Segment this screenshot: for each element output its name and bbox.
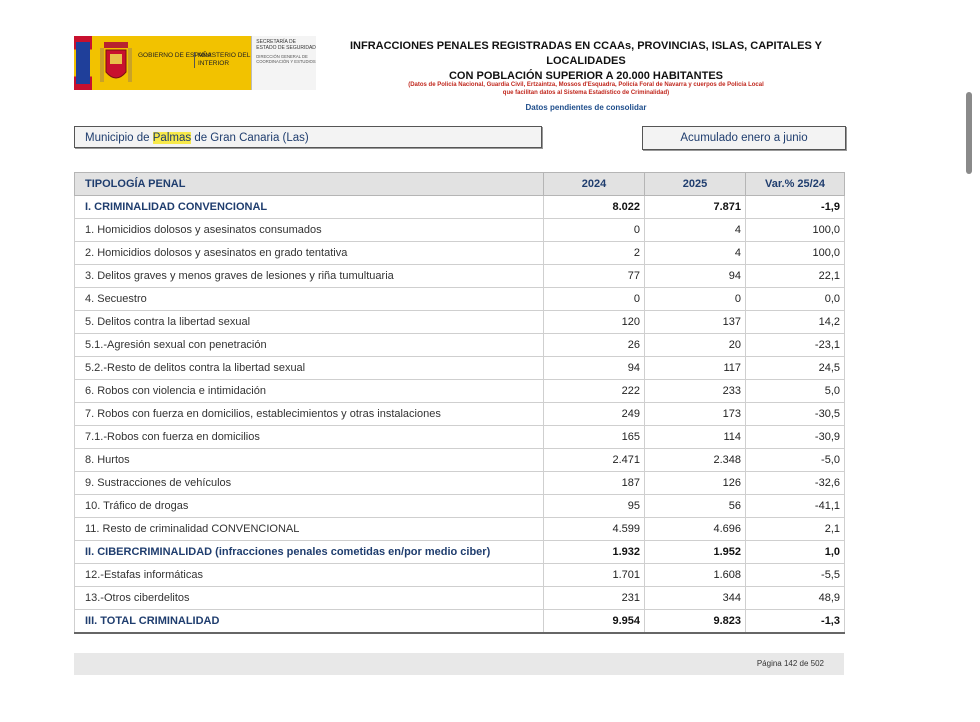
row-variation: 14,2 <box>746 311 845 334</box>
table-row <box>75 380 845 403</box>
row-variation: -1,3 <box>746 610 845 634</box>
row-value-2025: 4.696 <box>645 518 746 541</box>
row-value-2024: 94 <box>544 357 645 380</box>
row-value-2025: 9.823 <box>645 610 746 634</box>
row-label: 9. Sustracciones de vehículos <box>75 472 544 495</box>
row-variation: 100,0 <box>746 242 845 265</box>
table-row <box>75 449 845 472</box>
table-row <box>75 265 845 288</box>
row-value-2024: 222 <box>544 380 645 403</box>
row-label: 2. Homicidios dolosos y asesinatos en grado tentativa <box>75 242 544 265</box>
footer-bar <box>74 653 844 675</box>
ministerio-text: MINISTERIO DEL INTERIOR <box>194 52 251 68</box>
table-row <box>75 610 845 634</box>
row-variation: 0,0 <box>746 288 845 311</box>
source-note <box>326 81 846 97</box>
row-value-2025: 1.608 <box>645 564 746 587</box>
row-variation: 48,9 <box>746 587 845 610</box>
row-label: 8. Hurtos <box>75 449 544 472</box>
row-value-2024: 120 <box>544 311 645 334</box>
table-row <box>75 334 845 357</box>
header-2025: 2025 <box>645 173 746 196</box>
row-value-2024: 231 <box>544 587 645 610</box>
row-value-2025: 126 <box>645 472 746 495</box>
eu-flag-icon <box>76 42 90 84</box>
municipio-prefix: Municipio de <box>85 132 153 144</box>
row-value-2025: 137 <box>645 311 746 334</box>
row-variation: 2,1 <box>746 518 845 541</box>
row-value-2025: 173 <box>645 403 746 426</box>
municipio-suffix: de Gran Canaria (Las) <box>191 132 309 144</box>
table-row <box>75 564 845 587</box>
row-value-2025: 4 <box>645 242 746 265</box>
row-value-2025: 114 <box>645 426 746 449</box>
row-value-2025: 1.952 <box>645 541 746 564</box>
secretaria-text: SECRETARÍA DE ESTADO DE SEGURIDAD <box>256 39 316 51</box>
row-label: 7. Robos con fuerza en domicilios, establecimientos y otras instalaciones <box>75 403 544 426</box>
row-value-2024: 9.954 <box>544 610 645 634</box>
row-value-2024: 95 <box>544 495 645 518</box>
row-value-2024: 0 <box>544 288 645 311</box>
source-note-line-1: (Datos de Policía Nacional, Guardia Civil, Ertzaintza, Mossos d'Esquadra, Policía Foral de Navarra y cuerpos de Policía Local <box>408 82 764 88</box>
coat-of-arms-icon <box>98 40 134 86</box>
header-2024: 2024 <box>544 173 645 196</box>
table-row <box>75 357 845 380</box>
row-value-2024: 8.022 <box>544 196 645 219</box>
row-variation: -23,1 <box>746 334 845 357</box>
row-variation: -41,1 <box>746 495 845 518</box>
row-value-2024: 187 <box>544 472 645 495</box>
scrollbar-thumb[interactable] <box>966 92 972 174</box>
source-note-line-2: que facilitan datos al Sistema Estadístico de Criminalidad) <box>502 90 670 96</box>
row-label: 11. Resto de criminalidad CONVENCIONAL <box>75 518 544 541</box>
row-label: 13.-Otros ciberdelitos <box>75 587 544 610</box>
row-value-2024: 165 <box>544 426 645 449</box>
row-label: I. CRIMINALIDAD CONVENCIONAL <box>75 196 544 219</box>
row-label: 4. Secuestro <box>75 288 544 311</box>
row-value-2024: 4.599 <box>544 518 645 541</box>
table-header-row <box>75 173 845 196</box>
table-row <box>75 472 845 495</box>
report-title <box>326 39 846 84</box>
row-value-2024: 1.701 <box>544 564 645 587</box>
row-variation: 1,0 <box>746 541 845 564</box>
row-variation: 5,0 <box>746 380 845 403</box>
table-row <box>75 587 845 610</box>
row-value-2024: 0 <box>544 219 645 242</box>
pending-note: Datos pendientes de consolidar <box>525 103 647 112</box>
table-row <box>75 311 845 334</box>
row-label: 1. Homicidios dolosos y asesinatos consumados <box>75 219 544 242</box>
row-variation: -30,9 <box>746 426 845 449</box>
row-variation: 24,5 <box>746 357 845 380</box>
government-logo <box>74 36 316 90</box>
row-label: 5.1.-Agresión sexual con penetración <box>75 334 544 357</box>
table-row <box>75 288 845 311</box>
row-value-2025: 2.348 <box>645 449 746 472</box>
row-value-2024: 1.932 <box>544 541 645 564</box>
header-var: Var.% 25/24 <box>746 173 845 196</box>
row-label: II. CIBERCRIMINALIDAD (infracciones penales cometidas en/por medio ciber) <box>75 541 544 564</box>
row-label: 12.-Estafas informáticas <box>75 564 544 587</box>
title-line-2: CON POBLACIÓN SUPERIOR A 20.000 HABITANTES <box>448 70 724 82</box>
row-value-2024: 249 <box>544 403 645 426</box>
row-variation: -30,5 <box>746 403 845 426</box>
row-label: 7.1.-Robos con fuerza en domicilios <box>75 426 544 449</box>
table-row <box>75 219 845 242</box>
row-variation: -32,6 <box>746 472 845 495</box>
row-value-2025: 94 <box>645 265 746 288</box>
row-value-2025: 4 <box>645 219 746 242</box>
row-value-2024: 26 <box>544 334 645 357</box>
municipio-highlight: Palmas <box>152 132 192 144</box>
row-label: 6. Robos con violencia e intimidación <box>75 380 544 403</box>
row-variation: -5,0 <box>746 449 845 472</box>
row-label: 3. Delitos graves y menos graves de lesiones y riña tumultuaria <box>75 265 544 288</box>
row-value-2025: 233 <box>645 380 746 403</box>
table-row <box>75 518 845 541</box>
table-row <box>75 242 845 265</box>
direccion-text: DIRECCIÓN GENERAL DE COORDINACIÓN Y ESTUDIOS <box>256 54 316 64</box>
row-label: 5.2.-Resto de delitos contra la libertad sexual <box>75 357 544 380</box>
header-tipologia: TIPOLOGÍA PENAL <box>75 173 544 196</box>
row-variation: 22,1 <box>746 265 845 288</box>
row-value-2025: 56 <box>645 495 746 518</box>
secretaria-block <box>251 36 316 90</box>
row-value-2025: 20 <box>645 334 746 357</box>
municipio-box <box>74 126 542 148</box>
gobierno-espana-logo <box>74 36 251 90</box>
row-value-2025: 7.871 <box>645 196 746 219</box>
row-value-2024: 77 <box>544 265 645 288</box>
row-variation: -5,5 <box>746 564 845 587</box>
page-number: Página 142 de 502 <box>756 659 824 668</box>
row-label: 5. Delitos contra la libertad sexual <box>75 311 544 334</box>
row-variation: 100,0 <box>746 219 845 242</box>
table-row <box>75 403 845 426</box>
row-label: 10. Tráfico de drogas <box>75 495 544 518</box>
row-variation: -1,9 <box>746 196 845 219</box>
row-label: III. TOTAL CRIMINALIDAD <box>75 610 544 634</box>
table-row <box>75 495 845 518</box>
row-value-2025: 117 <box>645 357 746 380</box>
title-line-1: INFRACCIONES PENALES REGISTRADAS EN CCAAs, PROVINCIAS, ISLAS, CAPITALES Y LOCALIDADES <box>349 40 823 67</box>
row-value-2025: 344 <box>645 587 746 610</box>
table-row <box>75 196 845 219</box>
gobierno-text: GOBIERNO DE ESPAÑA <box>138 52 212 59</box>
row-value-2024: 2 <box>544 242 645 265</box>
crime-table <box>74 172 845 634</box>
table-row <box>75 541 845 564</box>
row-value-2024: 2.471 <box>544 449 645 472</box>
periodo-box: Acumulado enero a junio <box>642 126 846 150</box>
table-row <box>75 426 845 449</box>
row-value-2025: 0 <box>645 288 746 311</box>
